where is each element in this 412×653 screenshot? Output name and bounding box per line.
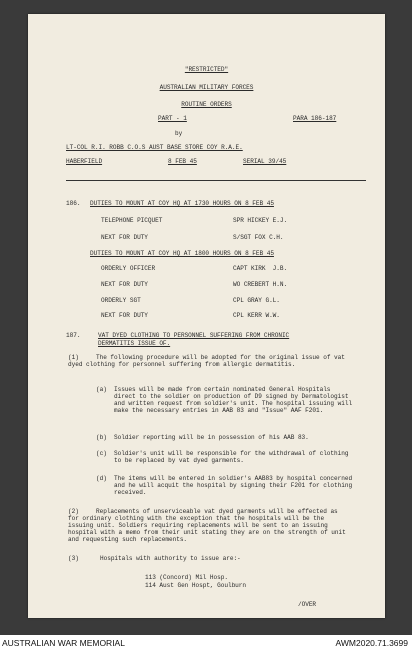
item-text: Soldier's unit will be responsible for the withdrawal of clothing to be replaced by vat dyed garments. [114, 450, 349, 464]
hospital-entry: 113 (Concord) Mil Hosp. [145, 574, 228, 581]
archive-name: AUSTRALIAN WAR MEMORIAL [2, 638, 125, 648]
section-heading: VAT DYED CLOTHING TO PERSONNEL SUFFERING FROM CHRONIC [98, 332, 290, 339]
by-text: by [175, 130, 183, 137]
subpara-number: (2) [68, 508, 79, 515]
duty-role: ORDERLY OFFICER [101, 265, 156, 272]
duty-role: ORDERLY SGT [101, 297, 141, 304]
item-label: (a) [96, 386, 107, 393]
duty-name: CAPT KIRK J.B. [233, 265, 288, 272]
subpara-text: Hospitals with authority to issue are:- [100, 555, 241, 562]
item-text: Issues will be made from certain nominated General Hospitals direct to the soldier on production of D9 signed by Dermatologist and written request from soldier's unit. The hospital issuing will make the necessary entries in AAB 83 and "Issue" AAF F201. [114, 386, 353, 414]
item-text: The items will be entered in soldier's AAB83 by hospital concerned and he will acquit the hospital by signing their F201 for clothing received. [114, 475, 353, 496]
section-heading: DERMATITIS ISSUE OF. [98, 340, 171, 347]
header-divider [66, 180, 366, 181]
subpara-text: The following procedure will be adopted for the original issue of vat dyed clothing for personnel suffering from allergic dermatitis. [68, 354, 345, 368]
subpara-number: (3) [68, 555, 79, 562]
force-name: AUSTRALIAN MILITARY FORCES [159, 84, 254, 91]
commanding-officer: LT-COL R.I. ROBB C.O.S AUST BASE STORE COY R.A.E. [66, 144, 243, 151]
duty-name: CPL GRAY G.L. [233, 297, 280, 304]
duty-name: SPR HICKEY E.J. [233, 217, 288, 224]
location: HABERFIELD [66, 158, 103, 165]
subpara-text: Replacements of unserviceable vat dyed garments will be effected as for ordinary clothing with the exception that the hospitals will be the issuing unit. Soldiers requiring replacements will be sent to an issuing hospital with a memo from their unit stating they are on the strength of unit and requesting such replacements. [68, 508, 346, 543]
hospital-entry: 114 Aust Gen Hospt, Goulburn [145, 582, 246, 589]
continuation-note: /OVER [298, 601, 317, 608]
archive-footer [0, 635, 412, 653]
duty-name: S/SGT FOX C.H. [233, 234, 284, 241]
section-heading: DUTIES TO MOUNT AT COY HQ AT 1730 HOURS ON 8 FEB 45 [90, 200, 274, 207]
item-label: (c) [96, 450, 107, 457]
duty-role: NEXT FOR DUTY [101, 234, 148, 241]
duty-role: TELEPHONE PICQUET [101, 217, 163, 224]
duty-role: NEXT FOR DUTY [101, 312, 148, 319]
document-page [28, 14, 385, 618]
duty-role: NEXT FOR DUTY [101, 281, 148, 288]
archive-reference: AWM2020.71.3699 [335, 638, 408, 648]
duty-name: WO CREBERT H.N. [233, 281, 288, 288]
duty-name: CPL KERR W.W. [233, 312, 280, 319]
item-label: (d) [96, 475, 107, 482]
item-label: (b) [96, 434, 107, 441]
para-number: 186. [66, 200, 81, 207]
para-number: 187. [66, 332, 81, 339]
item-text: Soldier reporting will be in possession of his AAB 83. [114, 434, 309, 441]
section-heading: DUTIES TO MOUNT AT COY HQ AT 1800 HOURS ON 8 FEB 45 [90, 250, 274, 257]
document-title: ROUTINE ORDERS [181, 101, 232, 108]
serial-number: SERIAL 39/45 [243, 158, 287, 165]
part-number: PART - 1 [158, 115, 187, 122]
classification: "RESTRICTED" [184, 66, 229, 73]
order-date: 8 FEB 45 [168, 158, 197, 165]
subpara-number: (1) [68, 354, 79, 361]
para-range: PARA 186-187 [293, 115, 337, 122]
